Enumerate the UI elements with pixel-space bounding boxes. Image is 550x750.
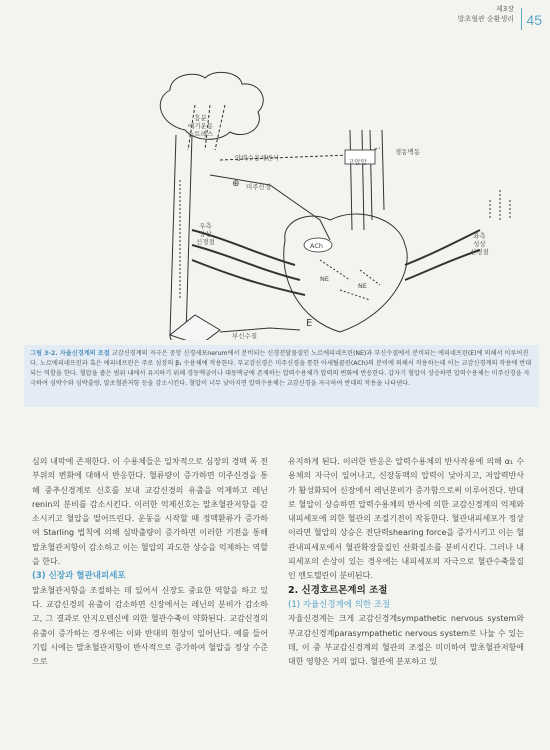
section-title: 2. 신경호르몬계의 조절: [288, 584, 388, 596]
label-ne-2: NE: [358, 282, 367, 290]
right-paragraph-1: 유지하게 된다. 이러한 반응은 압력수용체의 반사작용에 의해 α₁ 수용체의 자극이 일어나고, 신장동맥의 압력이 낮아지고, 저압력반사가 활성화되어 신장에서 레닌분비가 증가함으로써 이루어진다. 반대로 혈압이 상승하면 압력수용체의 반사에 의한 교감신경계의 억제와 내피세포에 의한 혈관의 조절기전이 작동한다. 혈관내피세포가 정상이라면 혈압의 상승은 전단력shearing force을 증가시키고 이는 혈관내피세포에서 혈관확장물질인 산화질소를 분비시킨다. 그러나 내피세포의 손상이 있는 경우에는 내피세포의 자극으로 혈관수축물질인 엔도텔린이 분비된다.: [288, 457, 524, 581]
label-ach: ACh: [310, 242, 323, 250]
chapter-title: 발초혈관 순환생리: [457, 15, 514, 23]
subheading-kidney: (3) 신장과 혈관내피세포: [32, 571, 126, 582]
carotid-artery: [350, 130, 364, 230]
label-aortic-arch: 고압압: [348, 158, 367, 166]
label-carotid-sinus: 경동맥동: [395, 148, 421, 156]
right-column: [288, 455, 524, 669]
figure-caption: [24, 345, 539, 407]
adrenal-gland: [170, 315, 220, 340]
page-number: 45: [526, 12, 542, 28]
label-ne-1: NE: [320, 275, 329, 283]
aorta: [370, 130, 384, 220]
right-paragraph-2: 자율신경계는 크게 교감신경계sympathetic nervous system와 부교감신경계parasympathetic nervous system로 나눌 수 있는데, 이 중 부교감신경계의 혈관의 조절은 미미하여 말초혈관저항에 대한 영향은 거의 없다. 혈관에 분포하고 있: [288, 614, 524, 667]
label-emotion: 흥분 에기운동 스트레스: [188, 114, 214, 138]
caption-text: 교감신경계의 자극은 중앙 신경세포nerum에서 분비되는 신경전달물질인 노르에피네프린(NE)과 부신수질에서 분비되는 에피네프린(E)에 의해서 이루어진다. 노르에피네프린과 혹은 에피네프린은 주로 심장의 β₁ 수용체에 작용한다. 부교감신경은 미주신경을 통한 아세틸콜린(ACh)의 분비에 의해서 작용하는데 이는 교감신경계의 작용에 반대되는 역할을 한다. 혈압을 좁은 범위 내에서 유지하기 위해 경동맥궁이나 대동맥궁에 존재하는 압력수용체가 압력의 변화에 반응한다. 갑자기 혈압이 상승하면 압력수용체는 미주신경을 자극하여 심박수와 심박출량, 말초혈관저항 등을 감소시킨다. 혈압이 너무 낮아지면 압력수용체는 교감신경을 자극하여 반대의 작용을 나타낸다.: [30, 350, 532, 387]
header-rule: [521, 8, 522, 30]
left-paragraph-1: 심의 내막에 존재한다. 이 수용체들은 일차적으로 심장의 경맥 폭 전부위의 변화에 대해서 반응한다. 혈류량이 증가하면 미주신경을 통해 중추신경계로 신호를 보내 교감신경의 유출을 억제하고 레닌renin의 분비를 감소시킨다. 이러한 억제신호는 말초혈관저항을 감소시키고 혈압을 떨어뜨린다. 운동을 시작할 때 정맥환류가 증가하여 Starling 법칙에 의해 심박출량이 증가하면 이러한 기전을 통해 말초혈관저항이 감소하고 이는 혈압의 과도한 상승을 억제하는 역할을 한다.: [32, 457, 268, 567]
heart-shape: [284, 214, 407, 332]
label-baroreflex: 압력수용체반사: [235, 154, 279, 162]
left-column: [32, 455, 268, 669]
figure-label: 그림 3-2. 자율신경계의 조절: [30, 350, 110, 357]
label-left-ganglion: 좌측 성상 신경절: [470, 232, 489, 256]
left-paragraph-2: 말초혈관저항을 조절하는 데 있어서 신장도 중요한 역할을 하고 있다. 교감신경의 유출이 감소하면 신장에서는 레닌의 분비가 감소하고, 그 결과로 안지오텐신에 의한 혈관수축이 약화된다. 교감신경의 유출이 증가하는 경우에는 이와 반대의 현상이 일어난다. 예를 들어 기립 시에는 말초혈관저항이 반사적으로 증가하여 혈압을 정상 수준으로: [32, 585, 268, 667]
autonomic-nervous-system-diagram: [20, 70, 540, 340]
spinal-cord: [170, 135, 192, 340]
label-epinephrine: E: [306, 318, 313, 329]
right-fiber-1: [405, 230, 480, 265]
running-header: [458, 4, 514, 24]
subsection-title: (1) 자율신경계에 의한 조절: [288, 599, 391, 610]
label-right-ganglion: 우측 상상 신경절: [196, 222, 215, 246]
diagram-svg: [20, 70, 540, 340]
label-vagus: 미주신경: [246, 183, 272, 191]
label-adrenal: 부신수질: [232, 332, 258, 340]
right-fiber-2: [405, 250, 480, 280]
plus-symbol: ⊕: [232, 179, 240, 189]
chapter-number: 제3장: [496, 5, 514, 13]
